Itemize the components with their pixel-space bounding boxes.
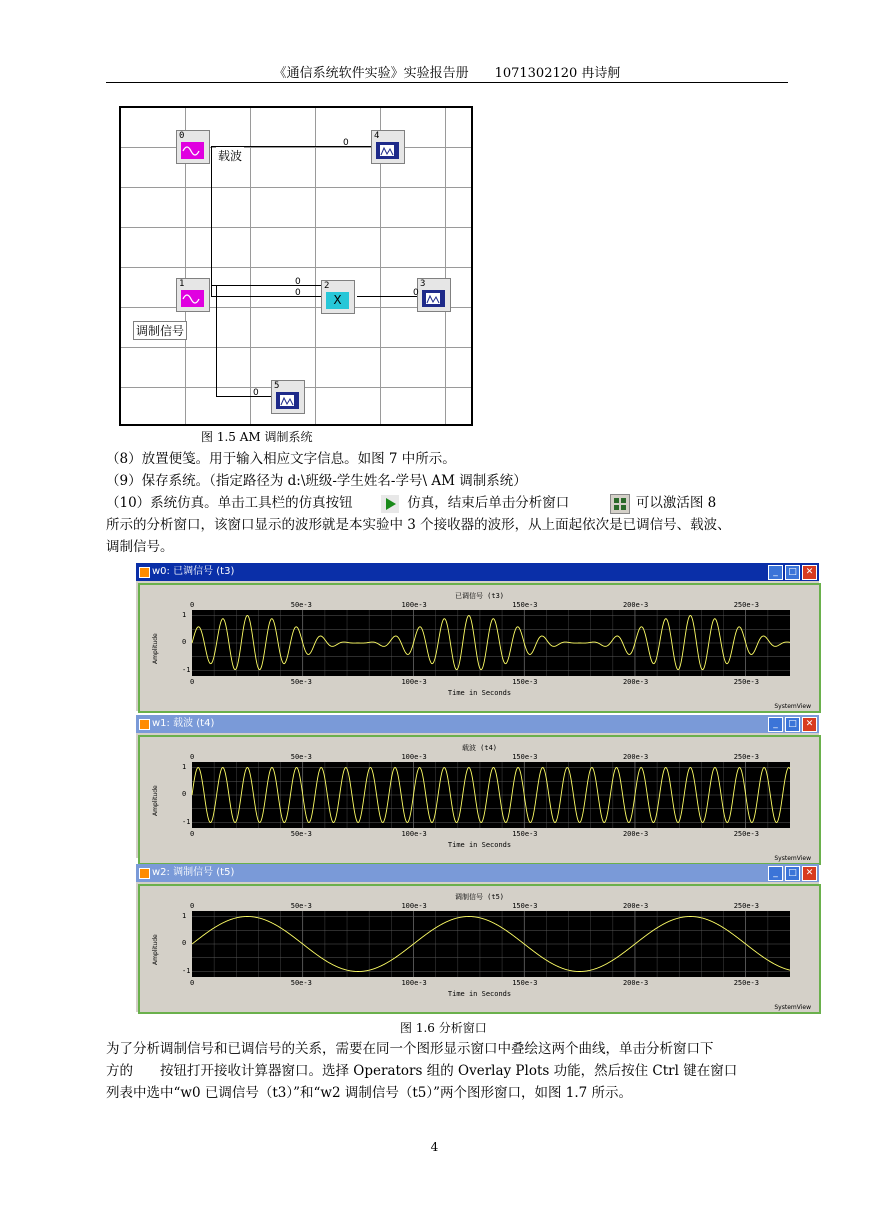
y-tick-label: 1 <box>182 610 187 619</box>
plot-title: 载波 (t4) <box>461 744 498 752</box>
x-tick-label: 50e-3 <box>290 678 312 686</box>
x-tick-label: 0 <box>190 678 195 686</box>
window-titlebar[interactable]: w1: 载波 (t4) _ □ ✕ <box>136 715 819 733</box>
x-tick-label: 0 <box>190 830 195 838</box>
token-3-sink[interactable]: 3 <box>417 278 451 312</box>
y-axis-label: Amplitude <box>152 785 159 816</box>
close-button[interactable]: ✕ <box>802 565 817 580</box>
run-simulation-icon <box>381 495 399 513</box>
label-modulating-signal: 调制信号 <box>133 321 187 340</box>
x-tick-label: 250e-3 <box>733 753 759 761</box>
paragraph-step-10-line3: 调制信号。 <box>106 539 174 555</box>
multiplier-icon: X <box>326 292 349 309</box>
x-tick-label: 50e-3 <box>290 830 312 838</box>
paragraph-step-10-line2: 所示的分析窗口，该窗口显示的波形就是本实验中 3 个接收器的波形，从上面起依次是已调信号、载波、 <box>106 517 731 533</box>
x-tick-label: 250e-3 <box>733 830 759 838</box>
analysis-window-w2[interactable] <box>136 864 819 1012</box>
sine-source-icon <box>181 290 204 307</box>
analysis-window-icon <box>610 494 630 514</box>
page-header: 《通信系统软件实验》实验报告册 1071302120 冉诗舸 <box>273 66 621 81</box>
x-tick-label: 100e-3 <box>401 902 427 910</box>
x-tick-label: 250e-3 <box>733 601 759 609</box>
token-2-multiplier[interactable]: 2 X <box>321 280 355 314</box>
minimize-button[interactable]: _ <box>768 565 783 580</box>
port-marker: 0 <box>295 277 301 287</box>
x-tick-label: 200e-3 <box>622 902 649 910</box>
plot-panel <box>138 884 821 1014</box>
paragraph-after-1: 为了分析调制信号和已调信号的关系，需要在同一个图形显示窗口中叠绘这两个曲线，单击分析窗口下 <box>106 1041 714 1057</box>
x-axis-label: Time in Seconds <box>447 841 512 849</box>
x-tick-label: 250e-3 <box>733 902 759 910</box>
wire-1-to-2-horizontal <box>211 285 212 297</box>
x-tick-label: 0 <box>190 902 195 910</box>
x-tick-label: 250e-3 <box>733 678 759 686</box>
paragraph-step-10: （10）系统仿真。单击工具栏的仿真按钮 仿真，结束后单击分析窗口 可以激活图 8 <box>106 493 716 514</box>
plot-panel <box>138 583 821 713</box>
app-icon <box>139 719 150 730</box>
port-marker: 0 <box>295 288 301 298</box>
x-tick-label: 150e-3 <box>512 830 538 838</box>
analysis-sink-icon <box>276 392 299 409</box>
x-axis-label: Time in Seconds <box>447 990 512 998</box>
x-tick-label: 150e-3 <box>512 601 538 609</box>
page-number: 4 <box>430 1140 439 1154</box>
analysis-window-w1[interactable] <box>136 715 819 862</box>
x-tick-label: 100e-3 <box>401 678 427 686</box>
x-axis-label: Time in Seconds <box>447 689 512 697</box>
maximize-button[interactable]: □ <box>785 866 800 881</box>
y-tick-label: -1 <box>182 665 191 674</box>
x-tick-label: 50e-3 <box>290 979 312 987</box>
y-tick-label: 0 <box>182 939 187 947</box>
wire-vertical-1 <box>216 286 217 396</box>
brand-label: SystemView <box>774 855 811 862</box>
port-marker: 0 <box>413 288 419 298</box>
y-tick-label: 1 <box>182 911 187 920</box>
minimize-button[interactable]: _ <box>768 717 783 732</box>
paragraph-after-2: 方的 按钮打开接收计算器窗口。选择 Operators 组的 Overlay Plots 功能，然后按住 Ctrl 键在窗口 <box>106 1063 738 1079</box>
paragraph-step-9: （9）保存系统。（指定路径为 d:\班级-学生姓名-学号\ AM 调制系统） <box>106 473 527 489</box>
paragraph-after-3: 列表中选中“w0 已调信号（t3）”和“w2 调制信号（t5）”两个图形窗口，如图 1.7 所示。 <box>106 1085 633 1101</box>
y-tick-label: -1 <box>182 966 191 975</box>
x-tick-label: 0 <box>190 753 195 761</box>
token-1-sine-source[interactable]: 1 <box>176 278 210 312</box>
x-tick-label: 150e-3 <box>512 979 538 987</box>
app-icon <box>139 567 150 578</box>
x-tick-label: 100e-3 <box>401 753 427 761</box>
x-tick-label: 150e-3 <box>512 678 538 686</box>
token-5-sink[interactable]: 5 <box>271 380 305 414</box>
analysis-sink-icon <box>422 290 445 307</box>
x-tick-label: 200e-3 <box>622 678 649 686</box>
app-icon <box>139 868 150 879</box>
port-marker: 0 <box>253 388 259 398</box>
x-tick-label: 0 <box>190 601 195 609</box>
x-tick-label: 50e-3 <box>290 601 312 609</box>
token-4-sink[interactable]: 4 <box>371 130 405 164</box>
figure-caption: 图 1.5 AM 调制系统 <box>201 430 313 444</box>
paragraph-step-8: （8）放置便笺。用于输入相应文字信息。如图 7 中所示。 <box>106 451 456 467</box>
brand-label: SystemView <box>774 703 811 710</box>
y-axis-label: Amplitude <box>152 633 159 664</box>
x-tick-label: 100e-3 <box>401 601 427 609</box>
maximize-button[interactable]: □ <box>785 717 800 732</box>
am-system-diagram <box>119 106 473 426</box>
plot-panel <box>138 735 821 865</box>
minimize-button[interactable]: _ <box>768 866 783 881</box>
x-tick-label: 200e-3 <box>622 830 649 838</box>
y-tick-label: 0 <box>182 638 187 646</box>
x-tick-label: 200e-3 <box>622 753 649 761</box>
wire-1-to-2 <box>211 296 321 297</box>
maximize-button[interactable]: □ <box>785 565 800 580</box>
label-carrier: 载波 <box>218 149 243 163</box>
wire-0-to-2 <box>211 285 321 286</box>
close-button[interactable]: ✕ <box>802 866 817 881</box>
wire-2-to-3 <box>357 296 417 297</box>
header-rule <box>106 82 788 83</box>
x-tick-label: 150e-3 <box>512 753 538 761</box>
analysis-sink-icon <box>376 142 399 159</box>
y-axis-label: Amplitude <box>152 934 159 965</box>
port-marker: 0 <box>343 138 349 148</box>
x-tick-label: 200e-3 <box>622 601 649 609</box>
wire-vertical-0 <box>211 146 212 286</box>
x-tick-label: 50e-3 <box>290 753 312 761</box>
analysis-window-w0[interactable] <box>136 563 819 711</box>
x-tick-label: 200e-3 <box>622 979 649 987</box>
x-tick-label: 50e-3 <box>290 902 312 910</box>
x-tick-label: 250e-3 <box>733 979 759 987</box>
token-0-sine-source[interactable]: 0 <box>176 130 210 164</box>
figure-caption: 图 1.6 分析窗口 <box>400 1021 487 1035</box>
close-button[interactable]: ✕ <box>802 717 817 732</box>
plot-title: 调制信号 (t5) <box>454 893 505 901</box>
x-tick-label: 100e-3 <box>401 830 427 838</box>
x-tick-label: 150e-3 <box>512 902 538 910</box>
x-tick-label: 0 <box>190 979 195 987</box>
window-titlebar[interactable]: w0: 已调信号 (t3) _ □ ✕ <box>136 563 819 581</box>
y-tick-label: -1 <box>182 817 191 826</box>
plot-title: 已调信号 (t3) <box>454 592 505 600</box>
y-tick-label: 0 <box>182 790 187 798</box>
wire-1-to-5 <box>216 396 271 397</box>
brand-label: SystemView <box>774 1004 811 1011</box>
x-tick-label: 100e-3 <box>401 979 427 987</box>
window-titlebar[interactable]: w2: 调制信号 (t5) _ □ ✕ <box>136 864 819 882</box>
y-tick-label: 1 <box>182 762 187 771</box>
sine-source-icon <box>181 142 204 159</box>
